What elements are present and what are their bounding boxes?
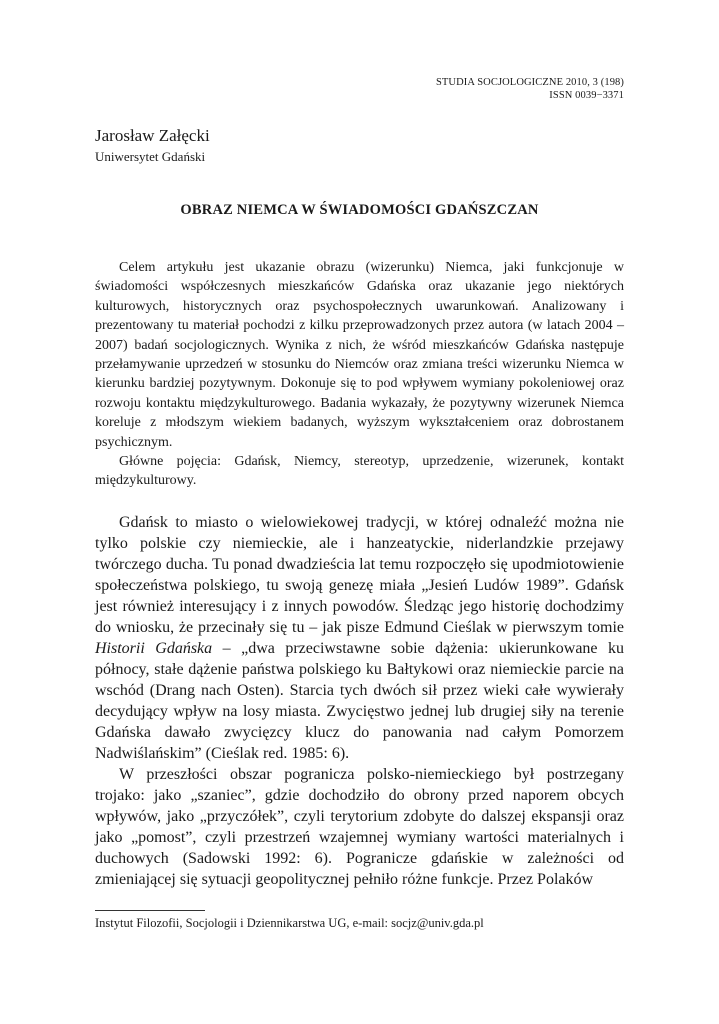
abstract [95, 258, 624, 491]
abstract-paragraph: Celem artykułu jest ukazanie obrazu (wizerunku) Niemca, jaki funkcjonuje w świadomości współczesnych mieszkańców Gdańska oraz ukazanie jego niektórych kulturowych, historycznych oraz psychospołecznych uwarunkowań. Analizowany i prezentowany tu materiał pochodzi z kilku przeprowadzonych przez autora (w latach 2004 – 2007) badań socjologicznych. Wynika z nich, że wśród mieszkańców Gdańska następuje przełamywanie uprzedzeń w stosunku do Niemców oraz zmiana treści wizerunku Niemca w kierunku bardziej pozytywnym. Dokonuje się to pod wpływem wymiany pokoleniowej oraz rozwoju kontaktu międzykulturowego. Badania wykazały, że pozytywny wizerunek Niemca koreluje z młodszym wiekiem badanych, wyższym wykształceniem oraz dobrostanem psychicznym. [95, 260, 624, 450]
footnote: Instytut Filozofii, Socjologii i Dziennikarstwa UG, e-mail: socjz@univ.gda.pl [95, 916, 484, 930]
book-title-italic: Historii Gdańska [95, 640, 213, 657]
body-text [95, 512, 624, 890]
body-p1-text-b: – „dwa przeciwstawne sobie dążenia: ukierunkowane ku północy, stałe dążenie państwa polskiego ku Bałtykowi oraz niemieckie parcie na wschód (Drang nach Osten). Starcia tych dwóch sił przez wieki całe wywierały decydujący wpływ na losy miasta. Zwycięstwo jednej lub drugiej siły na terenie Gdańska dawało zwycięzcy klucz do panowania nad całym Pomorzem Nadwiślańskim” (Cieślak red. 1985: 6). [95, 640, 625, 762]
body-paragraph-2: W przeszłości obszar pogranicza polsko-niemieckiego był postrzegany trojako: jako „szaniec”, gdzie dochodziło do obrony przed naporem obcych wpływów, jako „przyczółek”, czyli terytorium zdobyte do dalszej ekspansji oraz jako „pomost”, czyli przestrzeń wzajemnej wymiany wartości materialnych i duchowych (Sadowski 1992: 6). Pogranicze gdańskie w zależności od zmieniającej się sytuacji geopolitycznej pełniło różne funkcje. Przez Polaków [95, 766, 624, 888]
footnote-divider [95, 910, 205, 911]
article-title: OBRAZ NIEMCA W ŚWIADOMOŚCI GDAŃSZCZAN [180, 202, 539, 218]
author-affiliation: Uniwersytet Gdański [95, 149, 206, 164]
journal-header [436, 76, 624, 102]
body-paragraph-1 [95, 512, 624, 764]
body-p1-text-a: Gdańsk to miasto o wielowiekowej tradycji, w której odnaleźć można nie tylko polskie czy niemieckie, ale i hanzeatyckie, niderlandzkie przejawy twórczego ducha. Tu ponad dwadzieścia lat temu rozpoczęło się upodmiotowienie społeczeństwa polskiego, tu swoją genezę miała „Jesień Ludów 1989”. Gdańsk jest również interesujący i z innych powodów. Śledząc jego historię dochodzimy do wniosku, że przecinały się tu – jak pisze Edmund Cieślak w pierwszym tomie [95, 514, 624, 636]
journal-issn: ISSN 0039−3371 [549, 90, 624, 101]
journal-citation: STUDIA SOCJOLOGICZNE 2010, 3 (198) [435, 77, 624, 88]
author-name: Jarosław Załęcki [95, 126, 210, 145]
abstract-keywords: Główne pojęcia: Gdańsk, Niemcy, stereotyp, uprzedzenie, wizerunek, kontakt międzykulturowy. [95, 454, 624, 489]
